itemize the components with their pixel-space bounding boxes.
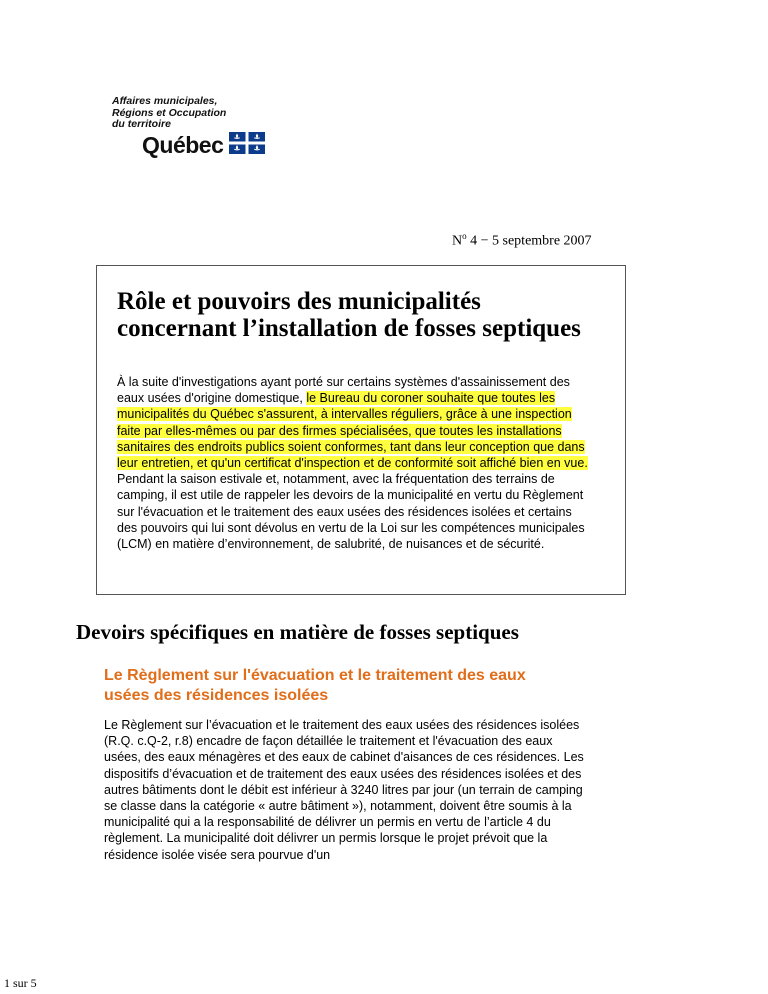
logo-line-1: Affaires municipales, [112, 95, 218, 107]
section-paragraph: Le Règlement sur l’évacuation et le traitement des eaux usées des résidences isolées (R.Q. c.Q-2, r.8) encadre de façon détaillée le traitement et l'évacuation des eaux usées, des eaux ménagères et des eaux de cabinet d'aisances de ces résidences. Les dispositifs d’évacuation et de traitement des eaux usées des résidences isolées et des autres bâtiments dont le débit est inférieur à 3240 litres par jour (un terrain de camping se classe dans la catégorie « autre bâtiment »), notamment, doivent être soumis à la municipalité qui a la responsabilité de délivrer un permis en vertu de l’article 4 du règlement. La municipalité doit délivrer un permis lorsque le projet prévoit que la résidence isolée visée sera pourvue d'un [104, 718, 584, 862]
fleur-de-lys-flag-icon [229, 132, 265, 159]
logo-line-2: Régions et Occupation [112, 106, 227, 119]
summary-text-rest: Pendant la saison estivale et, notamment, avec la fréquentation des terrains de camping, il est utile de rappeler les devoirs de la municipalité en vertu du Règlement sur l'évacuation et le traitement des eaux usées des résidences isolées et certains des pouvoirs qui lui sont dévolus en vertu de la Loi sur les compétences municipales (LCM) en matière d’environnement, de salubrité, de nuisances et de sécurité. [117, 472, 585, 552]
logo-wordmark-row [142, 132, 282, 159]
issue-number-date [452, 231, 592, 250]
summary-text-intro: À la suite d'investigations ayant porté sur certains systèmes d'assainissement des eaux usées d'origine domestique, [117, 375, 570, 406]
logo-line-3: du territoire [112, 118, 171, 130]
section-heading: Devoirs spécifiques en matière de fosses septiques [76, 620, 519, 644]
issue-no-letter: N [452, 233, 463, 249]
quebec-ministry-logo [112, 96, 282, 159]
issue-no-superscript: o [462, 231, 467, 241]
page-title: Rôle et pouvoirs des municipalités concernant l’installation de fosses septiques [117, 288, 581, 342]
section-subheading: Le Règlement sur l'évacuation et le traitement des eaux usées des résidences isolées [104, 667, 526, 704]
issue-number-and-date: 4 − 5 septembre 2007 [466, 233, 592, 249]
summary-paragraph [117, 374, 595, 552]
summary-highlighted-text: le Bureau du coroner souhaite que toutes les municipalités du Québec s'assurent, à intervalles réguliers, grâce à une inspection faite par elles-mêmes ou par des firmes spécialisées, que toutes les installations sanitaires des endroits publics soient conformes, tant dans leur conception que dans leur entretien, et qu'un certificat d'inspection et de conformité soit affiché bien en vue. [117, 391, 588, 471]
page-counter: 1 sur 5 [4, 976, 37, 990]
logo-wordmark: Québec [142, 131, 224, 158]
summary-box [96, 265, 626, 595]
